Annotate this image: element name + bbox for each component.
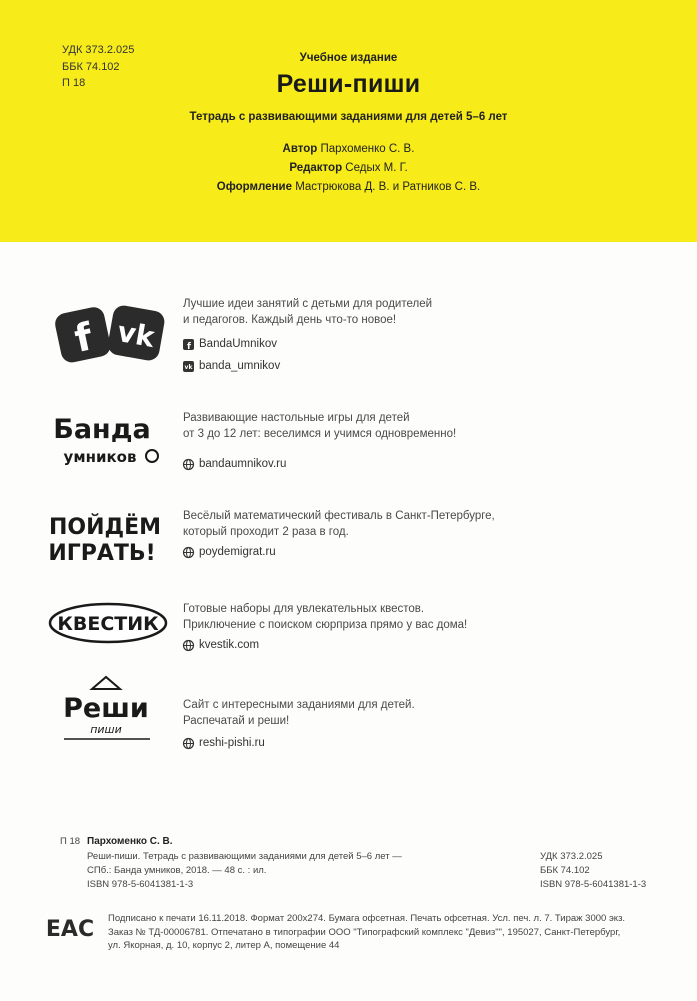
bibliographic-record: Реши-пиши. Тетрадь с развивающими заданиями для детей 5–6 лет — СПб.: Банда умников, 2018. — 48 с. : ил. ISBN 978-5-6041381-1-3 — [87, 851, 402, 890]
globe-icon — [183, 738, 194, 749]
poydem-igrat-logo — [50, 508, 170, 584]
svg-text:Реши: Реши — [63, 693, 149, 724]
facebook-link[interactable]: f BandaUmnikov — [183, 338, 277, 350]
svg-text:vk: vk — [184, 363, 193, 371]
promo-reshi-pishi — [50, 677, 650, 757]
promo-description: Лучшие идеи занятий с детьми для родителей и педагогов. Каждый день что-то новое! — [183, 298, 433, 326]
udk-code: УДК 373.2.025 — [62, 44, 135, 56]
vk-icon — [183, 361, 194, 372]
kvestik-link[interactable]: kvestik.com — [183, 639, 259, 651]
banda-umnikov-logo — [50, 410, 170, 486]
promo-kvestik — [50, 601, 650, 681]
credit-author: Автор Пархоменко С. В. — [282, 143, 415, 155]
footer-author: Пархоменко С. В. — [87, 836, 173, 847]
edition-type: Учебное издание — [299, 52, 398, 64]
author-mark: П 18 — [62, 77, 86, 89]
credits — [0, 140, 697, 197]
reshi-pishi-link[interactable]: reshi-pishi.ru — [183, 737, 265, 749]
svg-text:умников: умников — [63, 448, 137, 466]
svg-text:Банда: Банда — [53, 414, 151, 445]
footer-codes: УДК 373.2.025 ББК 74.102 ISBN 978-5-6041381-1-3 — [540, 851, 647, 890]
promo-poydem-igrat — [50, 508, 650, 588]
globe-icon — [183, 547, 194, 558]
promo-social — [50, 296, 650, 376]
book-subtitle: Тетрадь с развивающими заданиями для детей 5–6 лет — [189, 111, 508, 123]
bbk-code: ББК 74.102 — [62, 60, 120, 73]
svg-text:ИГРАТЬ!: ИГРАТЬ! — [48, 541, 156, 566]
svg-text:КВЕСТИК: КВЕСТИК — [57, 613, 159, 635]
facebook-icon — [183, 339, 194, 350]
social-logo — [50, 296, 170, 372]
book-title: Реши-пиши — [276, 70, 421, 98]
promo-description: Сайт с интересными заданиями для детей. Распечатай и реши! — [183, 699, 415, 727]
promo-description: Готовые наборы для увлекательных квестов. Приключение с поиском сюрприза прямо у вас дома! — [183, 603, 468, 631]
author-mark: П 18 — [60, 836, 81, 847]
svg-text:ПОЙДЁМ: ПОЙДЁМ — [48, 515, 162, 540]
vk-link[interactable]: vk banda_umnikov — [184, 360, 281, 372]
promo-description: Развивающие настольные игры для детей от 3 до 12 лет: веселимся и учимся одновременно! — [183, 412, 457, 440]
eac-mark-icon — [45, 912, 95, 942]
svg-text:vk: vk — [114, 315, 157, 354]
globe-icon — [183, 640, 194, 651]
credit-design: Оформление Мастрюкова Д. В. и Ратников С. В. — [216, 181, 481, 193]
svg-text:пиши: пиши — [90, 723, 122, 736]
promo-banda-umnikov — [50, 410, 650, 490]
svg-text:EAC: EAC — [45, 917, 95, 942]
title-block — [0, 52, 697, 123]
credit-editor: Редактор Седых М. Г. — [289, 162, 408, 174]
print-details: Подписано к печати 16.11.2018. Формат 200х274. Бумага офсетная. Печать офсетная. Усл. печ. л. 7. Тираж 3000 экз. Заказ № ТД-00006781. Отпечатано в типографии ООО "Типографский комплекс "Девиз"", 195027, Санкт-Петербург, ул. Якорная, д. 10, корпус 2, литер А, помещение 44 — [108, 913, 626, 951]
poydemigrat-link[interactable]: poydemigrat.ru — [183, 546, 276, 558]
svg-text:f: f — [187, 341, 191, 352]
reshi-pishi-logo — [50, 677, 170, 753]
svg-text:f: f — [70, 314, 97, 361]
globe-icon — [183, 459, 194, 470]
bandaumnikov-link[interactable]: bandaumnikov.ru — [183, 458, 286, 470]
kvestik-logo — [50, 601, 170, 677]
promo-description: Весёлый математический фестиваль в Санкт-Петербурге, который проходит 2 раза в год. — [183, 510, 495, 538]
